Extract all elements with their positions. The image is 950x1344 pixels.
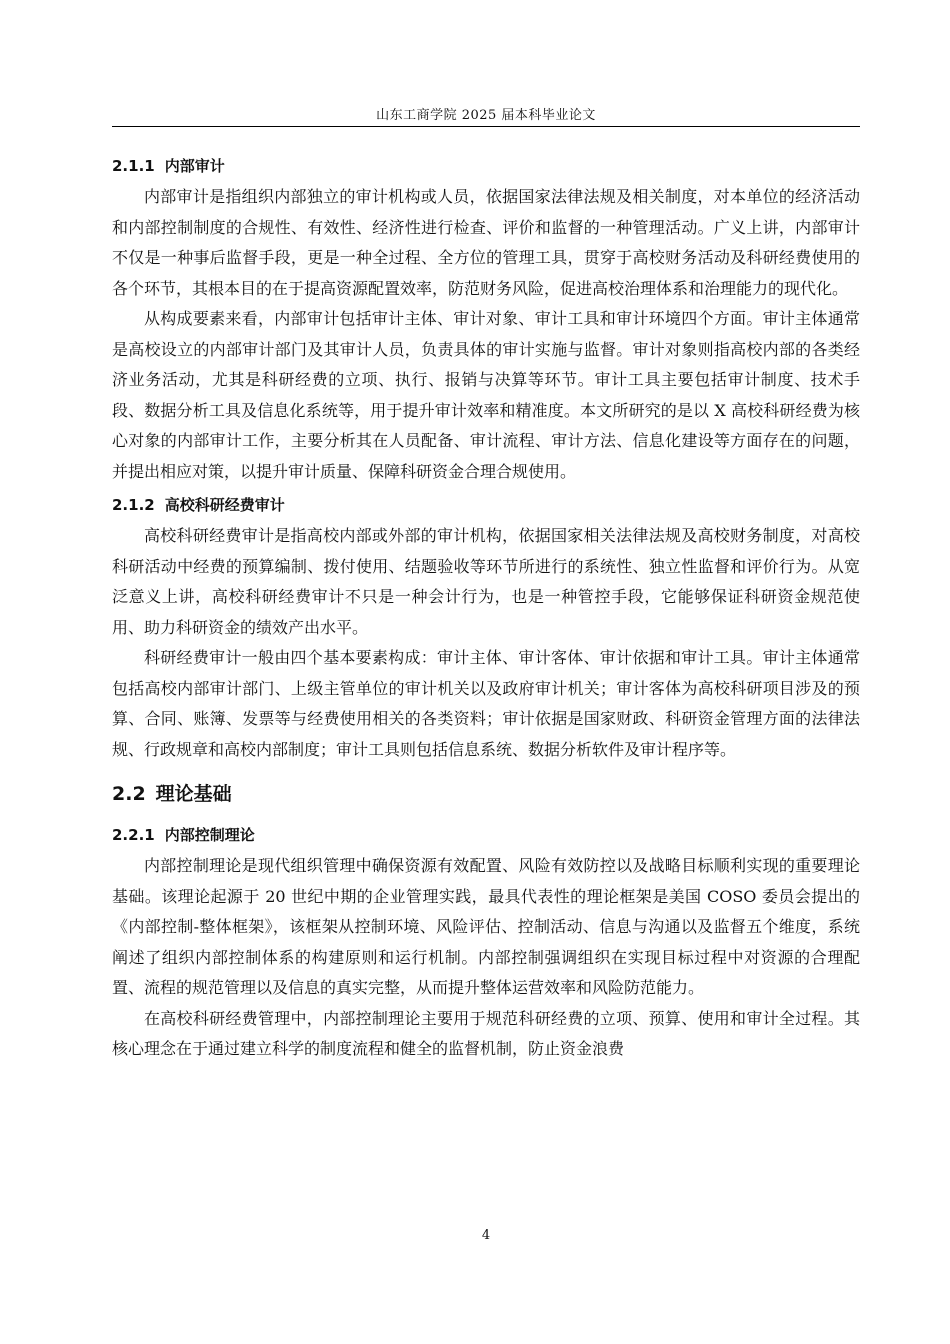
paragraph: 内部控制理论是现代组织管理中确保资源有效配置、风险有效防控以及战略目标顺利实现的重要理论基础。该理论起源于 20 世纪中期的企业管理实践，最具代表性的理论框架是美国 COSO 委员会提出的《内部控制-整体框架》，该框架从控制环境、风险评估、控制活动、信息与沟通以及监督五个维度，系统阐述了组织内部控制体系的构建原则和运行机制。内部控制强调组织在实现目标过程中对资源的合理配置、流程的规范管理以及信息的真实完整，从而提升整体运营效率和风险防范能力。 (112, 856, 860, 997)
section-heading-2-2-1 (112, 823, 860, 847)
section-title: 内部控制理论 (164, 826, 255, 844)
paragraph: 高校科研经费审计是指高校内部或外部的审计机构，依据国家相关法律法规及高校财务制度，对高校科研活动中经费的预算编制、拨付使用、结题验收等环节所进行的系统性、独立性监督和评价行为。从宽泛意义上讲，高校科研经费审计不只是一种会计行为，也是一种管控手段，它能够保证科研资金规范使用、助力科研资金的绩效产出水平。 (112, 526, 860, 637)
section-number: 2.1.2 (112, 496, 155, 514)
header-rule (112, 126, 860, 127)
section-title: 内部审计 (164, 157, 225, 175)
section-number: 2.2.1 (112, 826, 155, 844)
section-title: 高校科研经费审计 (164, 496, 285, 514)
paragraph: 在高校科研经费管理中，内部控制理论主要用于规范科研经费的立项、预算、使用和审计全过程。其核心理念在于通过建立科学的制度流程和健全的监督机制，防止资金浪费 (112, 1008, 860, 1058)
chapter-heading-2-2 (112, 779, 860, 809)
paragraph: 内部审计是指组织内部独立的审计机构或人员，依据国家法律法规及相关制度，对本单位的经济活动和内部控制制度的合规性、有效性、经济性进行检查、评价和监督的一种管理活动。广义上讲，内部审计不仅是一种事后监督手段，更是一种全过程、全方位的管理工具，贯穿于高校财务活动及科研经费使用的各个环节，其根本目的在于提高资源配置效率，防范财务风险，促进高校治理体系和治理能力的现代化。 (112, 187, 860, 298)
paragraph: 从构成要素来看，内部审计包括审计主体、审计对象、审计工具和审计环境四个方面。审计主体通常是高校设立的内部审计部门及其审计人员，负责具体的审计实施与监督。审计对象则指高校内部的各类经济业务活动，尤其是科研经费的立项、执行、报销与决算等环节。审计工具主要包括审计制度、技术手段、数据分析工具及信息化系统等，用于提升审计效率和精准度。本文所研究的是以 X 高校科研经费为核心对象的内部审计工作，主要分析其在人员配备、审计流程、审计方法、信息化建设等方面存在的问题，并提出相应对策，以提升审计质量、保障科研资金合理合规使用。 (112, 309, 860, 481)
paragraph: 科研经费审计一般由四个基本要素构成：审计主体、审计客体、审计依据和审计工具。审计主体通常包括高校内部审计部门、上级主管单位的审计机关以及政府审计机关；审计客体为高校科研项目涉及的预算、合同、账簿、发票等与经费使用相关的各类资料；审计依据是国家财政、科研资金管理方面的法律法规、行政规章和高校内部制度；审计工具则包括信息系统、数据分析软件及审计程序等。 (112, 648, 860, 759)
section-heading-2-1-2 (112, 493, 860, 517)
chapter-number: 2.2 (112, 783, 146, 805)
running-header: 山东工商学院 2025 届本科毕业论文 (376, 108, 596, 123)
page-number: 4 (481, 1228, 491, 1243)
chapter-title: 理论基础 (155, 783, 232, 805)
body-text (112, 148, 860, 1065)
section-heading-2-1-1 (112, 154, 860, 178)
section-number: 2.1.1 (112, 157, 155, 175)
